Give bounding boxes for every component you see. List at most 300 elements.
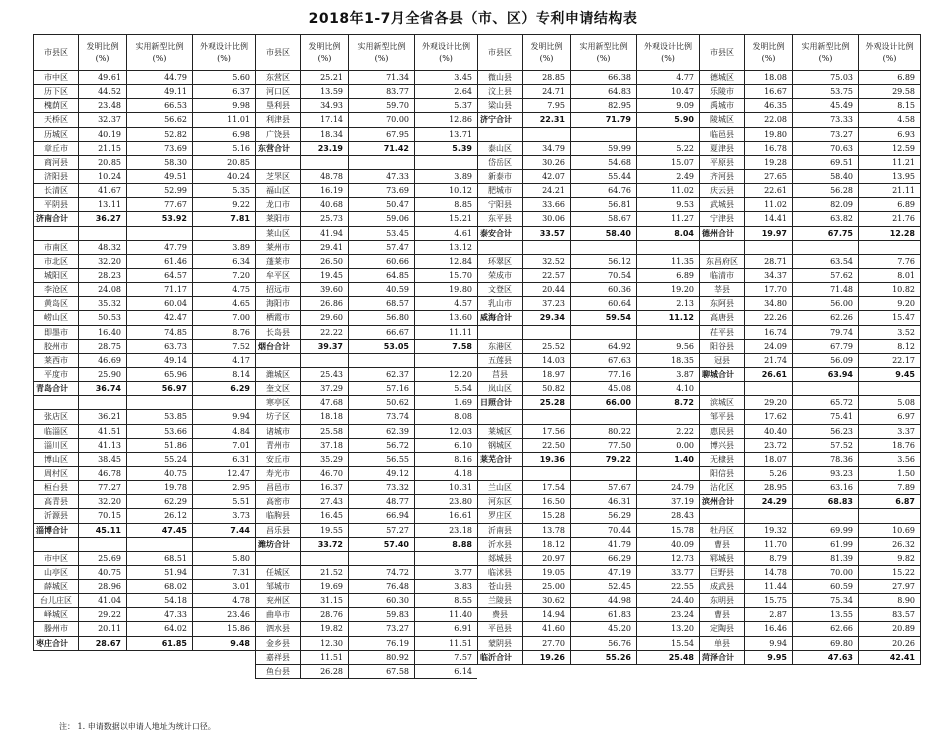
table-row	[33, 453, 255, 467]
utility-ratio: 67.95	[348, 128, 414, 141]
design-ratio: 9.22	[192, 198, 255, 211]
subtotal-row	[33, 382, 255, 396]
table-row	[33, 255, 255, 269]
region-name: 历城区	[33, 128, 78, 141]
invention-ratio: 10.24	[78, 170, 126, 183]
invention-ratio: 16.78	[744, 142, 792, 155]
design-ratio: 10.69	[858, 524, 921, 537]
region-name: 牟平区	[255, 269, 300, 282]
invention-ratio: 14.41	[744, 212, 792, 225]
empty-cell	[636, 241, 699, 254]
region-name: 曲阜市	[255, 608, 300, 621]
subtotal-row	[477, 453, 699, 467]
region-name: 冠县	[699, 354, 744, 367]
design-ratio: 20.26	[858, 637, 921, 650]
empty-cell	[522, 467, 570, 480]
utility-ratio: 45.20	[570, 622, 636, 635]
empty-cell	[522, 128, 570, 141]
subtotal-row	[255, 142, 477, 156]
design-ratio: 7.58	[414, 340, 477, 353]
region-name: 潍城区	[255, 368, 300, 381]
table-row	[477, 552, 699, 566]
design-ratio: 15.78	[636, 524, 699, 537]
invention-ratio: 16.74	[744, 326, 792, 339]
region-name: 梁山县	[477, 99, 522, 112]
design-ratio: 9.56	[636, 340, 699, 353]
invention-ratio: 18.18	[300, 410, 348, 423]
design-ratio: 10.47	[636, 85, 699, 98]
design-ratio: 11.27	[636, 212, 699, 225]
design-ratio: 5.51	[192, 495, 255, 508]
design-ratio: 6.29	[192, 382, 255, 395]
header-invention: 发明比例 (%)	[78, 35, 126, 70]
invention-ratio: 26.86	[300, 297, 348, 310]
region-name: 汶上县	[477, 85, 522, 98]
utility-ratio: 74.85	[126, 326, 192, 339]
invention-ratio: 27.65	[744, 170, 792, 183]
utility-ratio: 62.37	[348, 368, 414, 381]
invention-ratio: 16.19	[300, 184, 348, 197]
utility-ratio: 64.76	[570, 184, 636, 197]
invention-ratio: 28.71	[744, 255, 792, 268]
table-row	[477, 99, 699, 113]
design-ratio: 15.21	[414, 212, 477, 225]
utility-ratio: 62.29	[126, 495, 192, 508]
invention-ratio: 41.04	[78, 594, 126, 607]
invention-ratio: 30.06	[522, 212, 570, 225]
empty-cell	[126, 227, 192, 240]
region-name: 青岛合计	[33, 382, 78, 395]
region-name: 费县	[477, 608, 522, 621]
utility-ratio: 64.57	[126, 269, 192, 282]
invention-ratio: 27.43	[300, 495, 348, 508]
subtotal-row	[255, 340, 477, 354]
region-name: 日照合计	[477, 396, 522, 409]
design-ratio: 25.48	[636, 651, 699, 664]
table-row	[477, 170, 699, 184]
region-name: 庆云县	[699, 184, 744, 197]
blank-row	[255, 156, 477, 170]
table-row	[477, 368, 699, 382]
region-name: 枣庄合计	[33, 637, 78, 650]
header-region: 市县区	[255, 35, 300, 70]
invention-ratio: 20.44	[522, 283, 570, 296]
table-row	[699, 326, 921, 340]
design-ratio: 4.65	[192, 297, 255, 310]
utility-ratio: 71.48	[792, 283, 858, 296]
design-ratio: 5.08	[858, 396, 921, 409]
utility-ratio: 76.19	[348, 637, 414, 650]
invention-ratio: 14.78	[744, 566, 792, 579]
table-row	[699, 283, 921, 297]
utility-ratio: 65.96	[126, 368, 192, 381]
empty-cell	[858, 241, 921, 254]
invention-ratio: 35.29	[300, 453, 348, 466]
utility-ratio: 13.55	[792, 608, 858, 621]
design-ratio: 8.14	[192, 368, 255, 381]
invention-ratio: 24.71	[522, 85, 570, 98]
table-row	[33, 71, 255, 85]
header-invention: 发明比例 (%)	[300, 35, 348, 70]
region-name: 滨城区	[699, 396, 744, 409]
design-ratio: 7.31	[192, 566, 255, 579]
region-name: 历下区	[33, 85, 78, 98]
subtotal-row	[33, 637, 255, 651]
design-ratio: 23.24	[636, 608, 699, 621]
table-panel-2	[255, 34, 477, 706]
utility-ratio: 57.27	[348, 524, 414, 537]
header-utility: 实用新型比例 (%)	[348, 35, 414, 70]
utility-ratio: 44.79	[126, 71, 192, 84]
region-name: 垦利县	[255, 99, 300, 112]
empty-cell	[78, 227, 126, 240]
region-name: 高青县	[33, 495, 78, 508]
design-ratio: 3.73	[192, 509, 255, 522]
invention-ratio: 8.79	[744, 552, 792, 565]
table-row	[255, 608, 477, 622]
utility-ratio: 63.16	[792, 481, 858, 494]
invention-ratio: 16.37	[300, 481, 348, 494]
utility-ratio: 68.02	[126, 580, 192, 593]
region-name: 郯城县	[477, 552, 522, 565]
table-row	[33, 566, 255, 580]
design-ratio: 4.75	[192, 283, 255, 296]
design-ratio: 3.89	[414, 170, 477, 183]
region-name: 沾化区	[699, 481, 744, 494]
invention-ratio: 21.74	[744, 354, 792, 367]
blank-row	[477, 326, 699, 340]
utility-ratio: 62.26	[792, 311, 858, 324]
invention-ratio: 24.09	[744, 340, 792, 353]
invention-ratio: 28.67	[78, 637, 126, 650]
empty-cell	[570, 467, 636, 480]
invention-ratio: 37.18	[300, 439, 348, 452]
invention-ratio: 25.73	[300, 212, 348, 225]
design-ratio: 15.47	[858, 311, 921, 324]
utility-ratio: 57.40	[348, 538, 414, 551]
region-name: 东昌府区	[699, 255, 744, 268]
region-name: 天桥区	[33, 113, 78, 126]
utility-ratio: 49.14	[126, 354, 192, 367]
table-row	[33, 608, 255, 622]
design-ratio: 15.07	[636, 156, 699, 169]
table-row	[33, 410, 255, 424]
invention-ratio: 19.69	[300, 580, 348, 593]
design-ratio: 10.82	[858, 283, 921, 296]
subtotal-row	[477, 311, 699, 325]
table-row	[477, 283, 699, 297]
utility-ratio: 56.55	[348, 453, 414, 466]
utility-ratio: 51.86	[126, 439, 192, 452]
utility-ratio: 61.46	[126, 255, 192, 268]
utility-ratio: 61.83	[570, 608, 636, 621]
invention-ratio: 29.34	[522, 311, 570, 324]
utility-ratio: 75.41	[792, 410, 858, 423]
blank-row	[255, 552, 477, 566]
table-row	[477, 212, 699, 226]
invention-ratio: 46.35	[744, 99, 792, 112]
utility-ratio: 40.59	[348, 283, 414, 296]
design-ratio: 8.88	[414, 538, 477, 551]
invention-ratio: 41.94	[300, 227, 348, 240]
region-name: 陵城区	[699, 113, 744, 126]
invention-ratio: 41.60	[522, 622, 570, 635]
table-row	[699, 552, 921, 566]
invention-ratio: 24.29	[744, 495, 792, 508]
empty-cell	[126, 396, 192, 409]
invention-ratio: 70.15	[78, 509, 126, 522]
design-ratio: 7.00	[192, 311, 255, 324]
utility-ratio: 78.36	[792, 453, 858, 466]
design-ratio: 27.97	[858, 580, 921, 593]
empty-cell	[744, 241, 792, 254]
design-ratio: 12.86	[414, 113, 477, 126]
utility-ratio: 46.31	[570, 495, 636, 508]
table-row	[33, 481, 255, 495]
table-row	[33, 311, 255, 325]
utility-ratio: 57.16	[348, 382, 414, 395]
region-name: 菏泽合计	[699, 651, 744, 664]
design-ratio: 19.20	[636, 283, 699, 296]
empty-cell	[744, 382, 792, 395]
region-name: 东营合计	[255, 142, 300, 155]
invention-ratio: 17.14	[300, 113, 348, 126]
empty-cell	[858, 509, 921, 522]
table-row	[255, 481, 477, 495]
region-name: 新泰市	[477, 170, 522, 183]
design-ratio: 3.56	[858, 453, 921, 466]
table-row	[699, 71, 921, 85]
table-row	[477, 481, 699, 495]
region-name: 莱芜合计	[477, 453, 522, 466]
empty-cell	[477, 128, 522, 141]
table-row	[33, 128, 255, 142]
design-ratio: 18.76	[858, 439, 921, 452]
invention-ratio: 16.50	[522, 495, 570, 508]
table-row	[255, 410, 477, 424]
table-row	[33, 184, 255, 198]
region-name: 莱州市	[255, 241, 300, 254]
utility-ratio: 79.74	[792, 326, 858, 339]
utility-ratio: 19.78	[126, 481, 192, 494]
blank-row	[255, 354, 477, 368]
utility-ratio: 73.33	[792, 113, 858, 126]
region-name: 苍山县	[477, 580, 522, 593]
invention-ratio: 23.19	[300, 142, 348, 155]
region-name: 临淄区	[33, 425, 78, 438]
empty-cell	[33, 396, 78, 409]
invention-ratio: 18.08	[744, 71, 792, 84]
invention-ratio: 30.62	[522, 594, 570, 607]
table-row	[255, 651, 477, 665]
design-ratio: 12.47	[192, 467, 255, 480]
invention-ratio: 32.20	[78, 255, 126, 268]
region-name: 寿光市	[255, 467, 300, 480]
region-name: 平度市	[33, 368, 78, 381]
invention-ratio: 26.50	[300, 255, 348, 268]
design-ratio: 15.86	[192, 622, 255, 635]
footnote: 注： 1. 申请数据以申请人地址为统计口径。	[59, 722, 216, 731]
utility-ratio: 49.51	[126, 170, 192, 183]
utility-ratio: 47.63	[792, 651, 858, 664]
design-ratio: 8.08	[414, 410, 477, 423]
design-ratio: 4.61	[414, 227, 477, 240]
table-row	[255, 227, 477, 241]
invention-ratio: 21.15	[78, 142, 126, 155]
utility-ratio: 60.64	[570, 297, 636, 310]
table-panel-4	[699, 34, 921, 706]
utility-ratio: 56.09	[792, 354, 858, 367]
table-row	[33, 142, 255, 156]
design-ratio: 12.84	[414, 255, 477, 268]
invention-ratio: 33.66	[522, 198, 570, 211]
design-ratio: 2.13	[636, 297, 699, 310]
region-name: 临清市	[699, 269, 744, 282]
table-row	[699, 212, 921, 226]
table-row	[255, 396, 477, 410]
utility-ratio: 76.48	[348, 580, 414, 593]
invention-ratio: 21.52	[300, 566, 348, 579]
region-name: 槐荫区	[33, 99, 78, 112]
region-name: 东明县	[699, 594, 744, 607]
empty-cell	[192, 396, 255, 409]
invention-ratio: 22.22	[300, 326, 348, 339]
region-name: 市北区	[33, 255, 78, 268]
design-ratio: 37.19	[636, 495, 699, 508]
utility-ratio: 59.54	[570, 311, 636, 324]
region-name: 广饶县	[255, 128, 300, 141]
invention-ratio: 48.32	[78, 241, 126, 254]
table-row	[699, 425, 921, 439]
design-ratio: 11.11	[414, 326, 477, 339]
invention-ratio: 11.70	[744, 538, 792, 551]
design-ratio: 5.90	[636, 113, 699, 126]
blank-row	[699, 241, 921, 255]
table-row	[699, 156, 921, 170]
table-row	[255, 198, 477, 212]
region-name: 莱西市	[33, 354, 78, 367]
utility-ratio: 71.79	[570, 113, 636, 126]
region-name: 茌平县	[699, 326, 744, 339]
design-ratio: 20.85	[192, 156, 255, 169]
table-row	[33, 85, 255, 99]
table-row	[255, 594, 477, 608]
design-ratio: 3.01	[192, 580, 255, 593]
utility-ratio: 63.82	[792, 212, 858, 225]
design-ratio: 7.52	[192, 340, 255, 353]
region-name: 鱼台县	[255, 665, 300, 678]
utility-ratio: 71.17	[126, 283, 192, 296]
invention-ratio: 29.20	[744, 396, 792, 409]
design-ratio: 5.39	[414, 142, 477, 155]
table-row	[699, 184, 921, 198]
design-ratio: 3.45	[414, 71, 477, 84]
invention-ratio: 19.97	[744, 227, 792, 240]
table-row	[33, 241, 255, 255]
table-row	[699, 410, 921, 424]
blank-row	[477, 410, 699, 424]
utility-ratio: 66.38	[570, 71, 636, 84]
subtotal-row	[255, 538, 477, 552]
subtotal-row	[477, 651, 699, 665]
utility-ratio: 83.77	[348, 85, 414, 98]
empty-cell	[636, 326, 699, 339]
header-row	[699, 34, 921, 71]
region-name: 岚山区	[477, 382, 522, 395]
design-ratio: 3.37	[858, 425, 921, 438]
invention-ratio: 45.11	[78, 524, 126, 537]
page-title: 2018年1-7月全省各县（市、区）专利申请结构表	[308, 11, 638, 27]
design-ratio: 8.72	[636, 396, 699, 409]
design-ratio: 40.24	[192, 170, 255, 183]
utility-ratio: 66.94	[348, 509, 414, 522]
invention-ratio: 7.95	[522, 99, 570, 112]
table-row	[255, 212, 477, 226]
design-ratio: 11.51	[414, 637, 477, 650]
utility-ratio: 56.76	[570, 637, 636, 650]
region-name: 德城区	[699, 71, 744, 84]
table-row	[477, 622, 699, 636]
table-row	[699, 439, 921, 453]
empty-cell	[255, 552, 300, 565]
utility-ratio: 53.66	[126, 425, 192, 438]
utility-ratio: 60.04	[126, 297, 192, 310]
invention-ratio: 19.80	[744, 128, 792, 141]
blank-row	[477, 241, 699, 255]
utility-ratio: 59.06	[348, 212, 414, 225]
design-ratio: 13.60	[414, 311, 477, 324]
table-row	[255, 467, 477, 481]
blank-row	[477, 128, 699, 142]
design-ratio: 6.37	[192, 85, 255, 98]
utility-ratio: 73.27	[348, 622, 414, 635]
design-ratio: 7.57	[414, 651, 477, 664]
region-name: 泰安合计	[477, 227, 522, 240]
invention-ratio: 25.58	[300, 425, 348, 438]
region-name: 福山区	[255, 184, 300, 197]
region-name: 崂山区	[33, 311, 78, 324]
utility-ratio: 62.39	[348, 425, 414, 438]
utility-ratio: 93.23	[792, 467, 858, 480]
invention-ratio: 25.28	[522, 396, 570, 409]
header-row	[477, 34, 699, 71]
utility-ratio: 82.95	[570, 99, 636, 112]
region-name: 宁阳县	[477, 198, 522, 211]
region-name: 市南区	[33, 241, 78, 254]
region-name: 商河县	[33, 156, 78, 169]
design-ratio: 1.69	[414, 396, 477, 409]
table-row	[255, 453, 477, 467]
design-ratio: 4.77	[636, 71, 699, 84]
region-name: 平原县	[699, 156, 744, 169]
invention-ratio: 46.69	[78, 354, 126, 367]
utility-ratio: 58.40	[792, 170, 858, 183]
invention-ratio: 16.40	[78, 326, 126, 339]
design-ratio: 40.09	[636, 538, 699, 551]
table-row	[255, 566, 477, 580]
invention-ratio: 25.00	[522, 580, 570, 593]
region-name: 淄博合计	[33, 524, 78, 537]
utility-ratio: 56.23	[792, 425, 858, 438]
utility-ratio: 47.45	[126, 524, 192, 537]
empty-cell	[636, 410, 699, 423]
table-row	[255, 184, 477, 198]
region-name: 邹城市	[255, 580, 300, 593]
empty-cell	[348, 354, 414, 367]
region-name: 乐陵市	[699, 85, 744, 98]
region-name: 莱城区	[477, 425, 522, 438]
table-row	[699, 453, 921, 467]
